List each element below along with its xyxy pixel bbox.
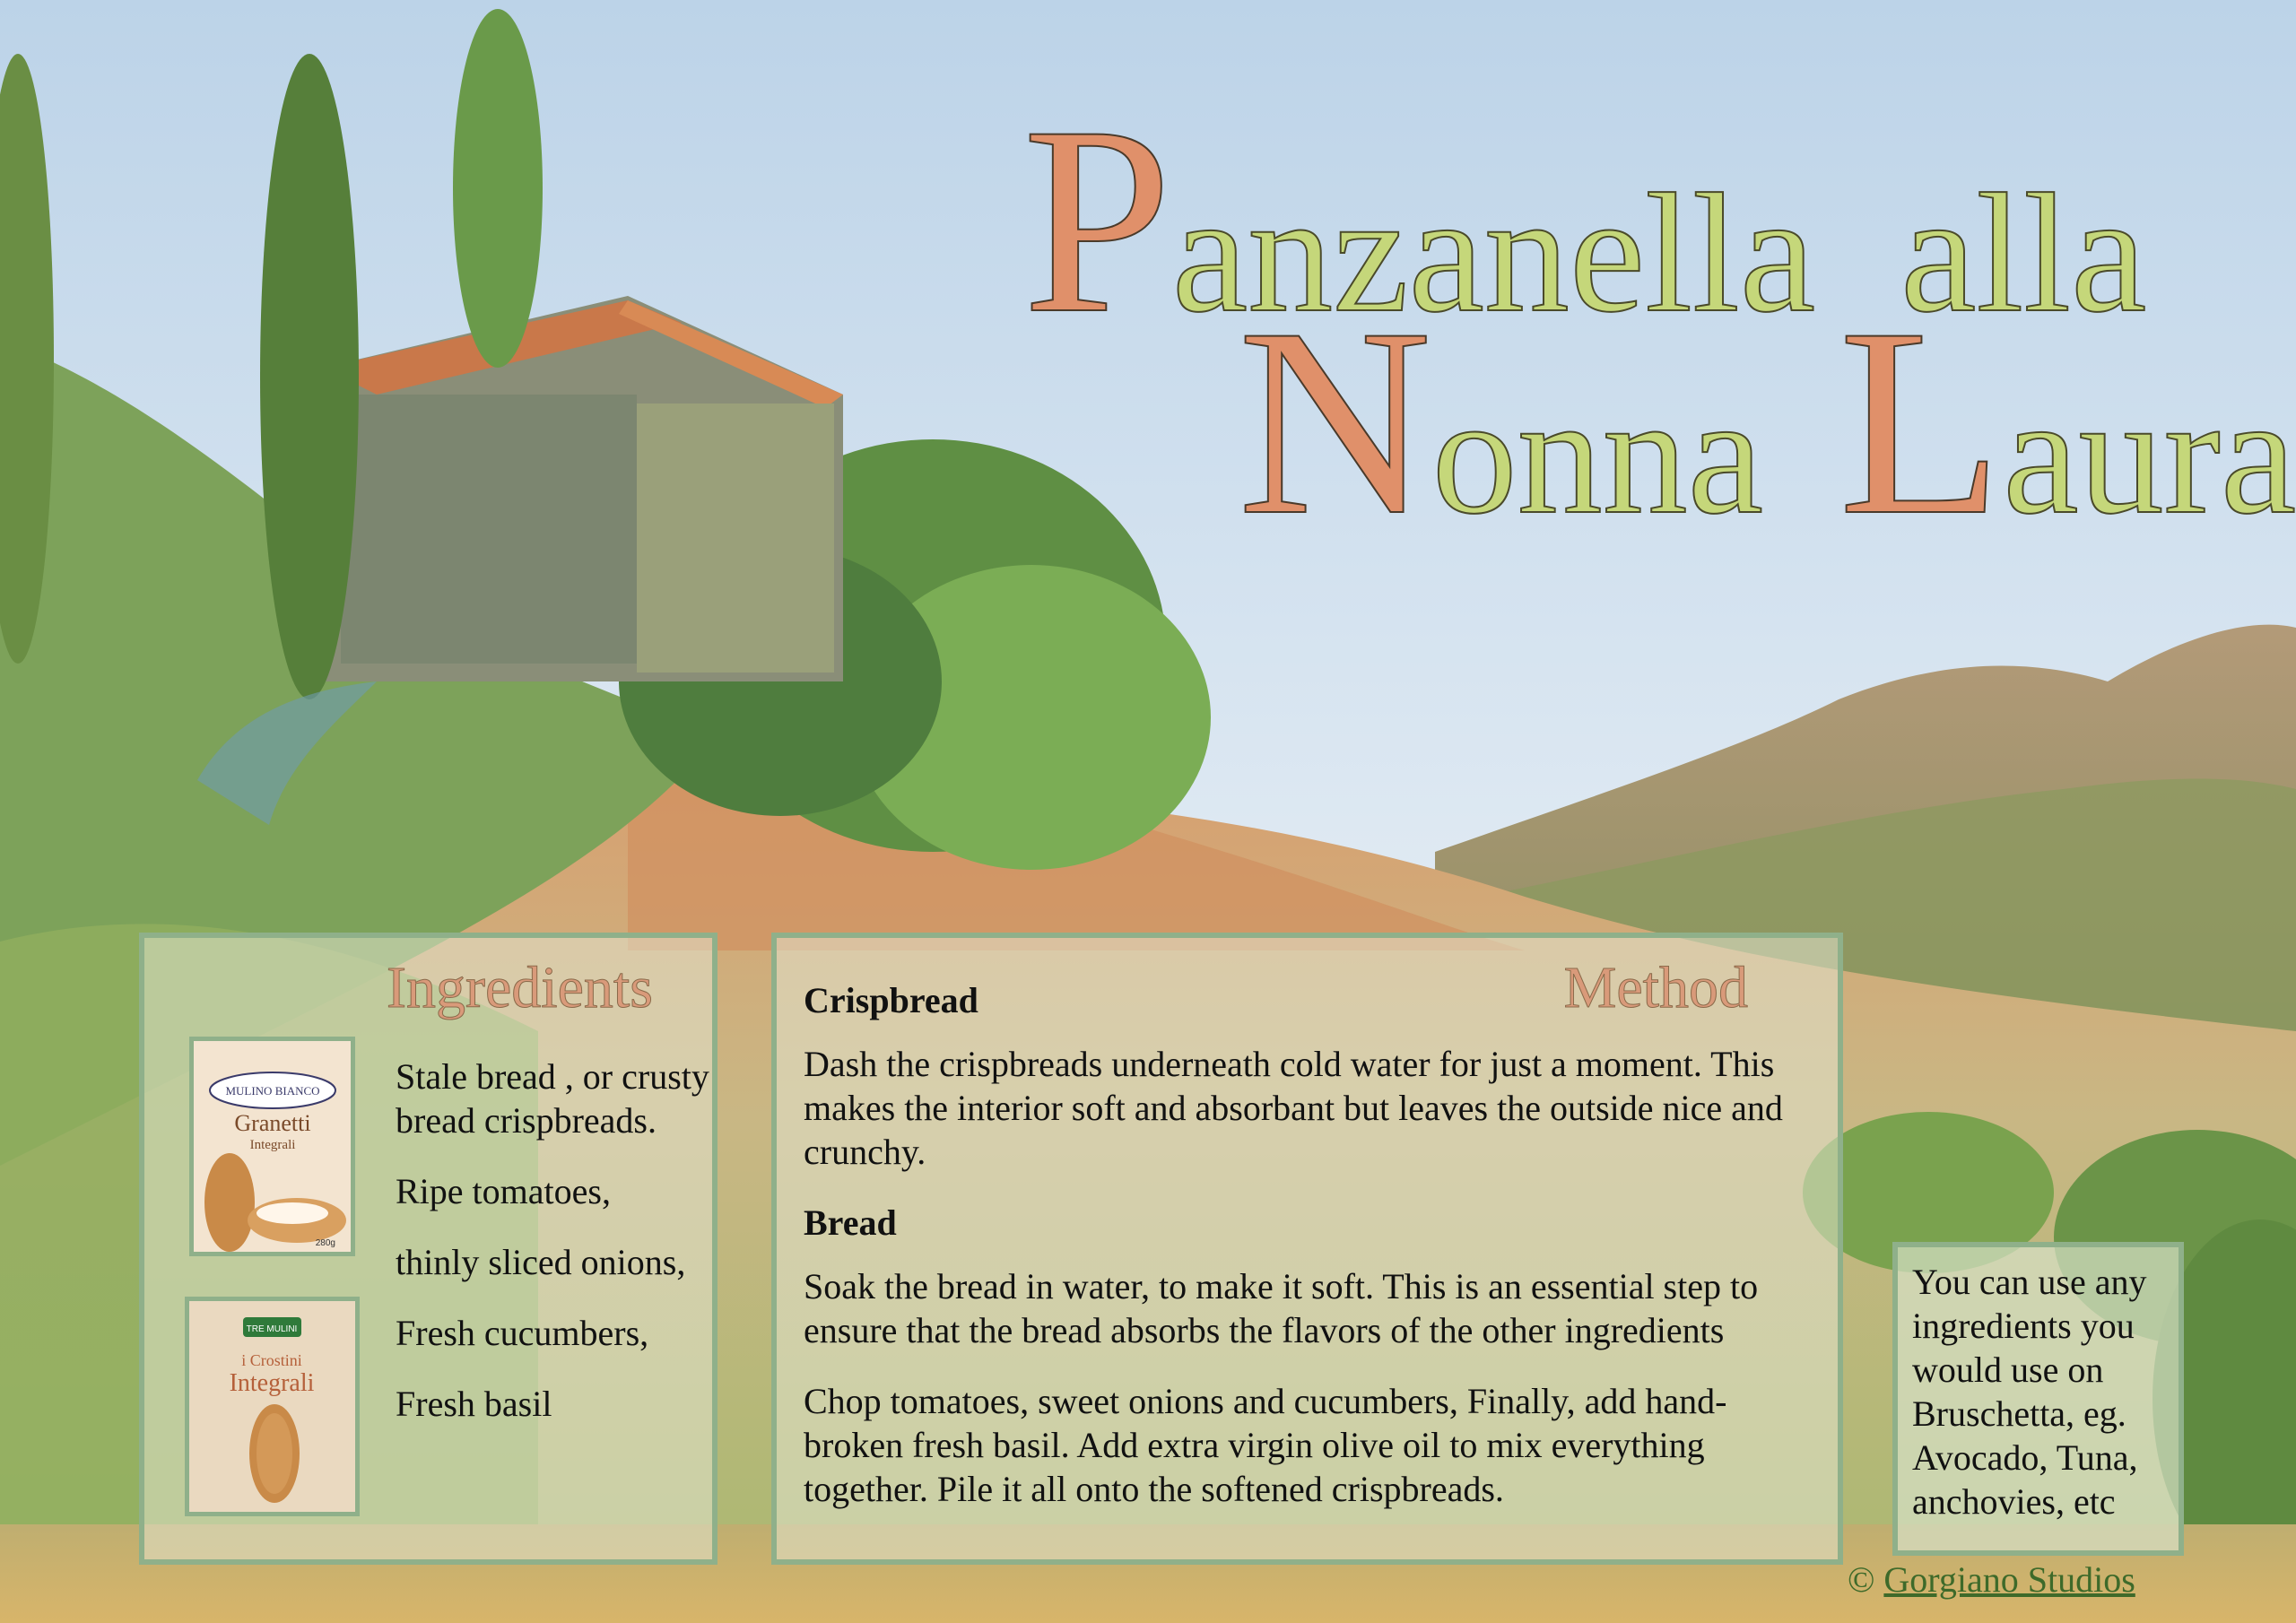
- method-paragraph: Dash the crispbreads underneath cold water for just a moment. This makes the interior soft and absorbant but leaves the outside nice and crunchy.: [804, 1044, 1783, 1172]
- title-text-onna: onna: [1431, 361, 1763, 550]
- crostini-brand: TRE MULINI: [246, 1324, 298, 1334]
- method-paragraph: Soak the bread in water, to make it soft. This is an essential step to ensure that the bread absorbs the flavors of the other ingredients: [804, 1266, 1759, 1350]
- studio-link[interactable]: Gorgiano Studios: [1883, 1559, 2135, 1600]
- title-initial-n: N: [1238, 273, 1432, 570]
- method-panel: [771, 933, 1843, 1565]
- title-line-2: [1238, 273, 1763, 570]
- ingredient-item: thinly sliced onions,: [396, 1242, 686, 1282]
- granetti-package-icon: [194, 1041, 351, 1252]
- method-heading: Method: [1563, 955, 1748, 1020]
- title-line-3: [1839, 273, 2296, 570]
- title-initial-p: P: [1022, 71, 1172, 369]
- granetti-weight: 280g: [315, 1238, 335, 1248]
- granetti-package-image: [189, 1037, 355, 1256]
- granetti-brand: MULINO BIANCO: [225, 1084, 320, 1098]
- crostini-package-image: [185, 1297, 360, 1516]
- granetti-sub: Integrali: [249, 1138, 296, 1152]
- crostini-package-icon: [189, 1301, 355, 1512]
- tip-text: You can use any ingredients you would use on Bruschetta, eg. Avocado, Tuna, anchovies, etc: [1912, 1262, 2147, 1522]
- crostini-sub: Integrali: [229, 1369, 315, 1397]
- ingredients-heading: Ingredients: [387, 955, 653, 1020]
- title-initial-l: L: [1839, 273, 2004, 570]
- method-paragraph: Chop tomatoes, sweet onions and cucumbers, Finally, add hand-broken fresh basil. Add extra virgin olive oil to mix everything together. Pile it all onto the softened crispbreads.: [804, 1381, 1727, 1509]
- copyright-notice: [1848, 1558, 2135, 1601]
- ingredient-item: Ripe tomatoes,: [396, 1171, 611, 1211]
- granetti-name: Granetti: [234, 1110, 311, 1136]
- method-content: [804, 978, 1826, 1538]
- title-text-aura: aura: [2003, 361, 2296, 550]
- tip-panel: [1892, 1242, 2184, 1556]
- ingredient-item: Fresh basil: [396, 1384, 552, 1424]
- method-section-title: Bread: [804, 1202, 897, 1243]
- copyright-symbol: ©: [1848, 1559, 1875, 1600]
- method-section-title: Crispbread: [804, 980, 978, 1020]
- crostini-name: i Crostini: [241, 1351, 302, 1369]
- ingredient-item: Stale bread , or crusty bread crispbreads.: [396, 1056, 709, 1141]
- title-text-panzanella-alla: anzanella alla: [1171, 160, 2147, 348]
- ingredients-panel: [139, 933, 718, 1565]
- ingredient-item: Fresh cucumbers,: [396, 1313, 649, 1353]
- ingredients-list: [396, 1055, 709, 1453]
